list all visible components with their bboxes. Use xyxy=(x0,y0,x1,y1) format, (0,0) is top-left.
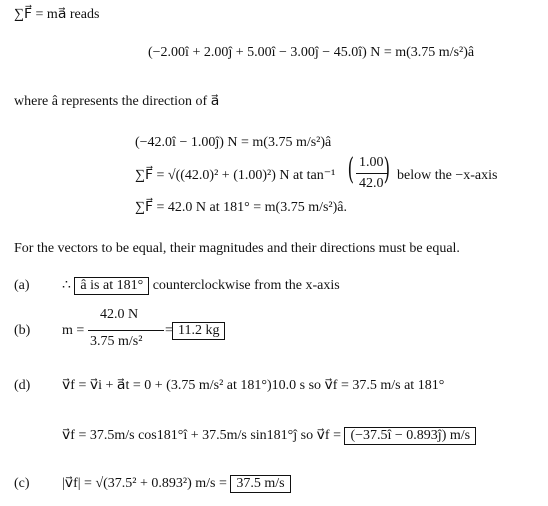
mass-numerator: 42.0 N xyxy=(100,307,139,322)
line-sum-f-reads: ∑F⃗ = ma⃗ reads xyxy=(14,7,100,22)
label-a: (a) xyxy=(14,278,30,293)
velocity-components-text: v⃗f = 37.5m/s cos181°î + 37.5m/s sin181°ĵ so v⃗f = xyxy=(62,428,341,443)
fraction-numerator: 1.00 xyxy=(359,155,384,170)
line-net-force-vector: (−42.0î − 1.00ĵ) N = m(3.75 m/s²)â xyxy=(135,135,332,150)
line-magnitude-angle: ∑F⃗ = √((42.0)² + (1.00)²) N at tan⁻¹ xyxy=(135,168,336,183)
mass-fraction-bar xyxy=(88,330,164,331)
left-paren: ( xyxy=(347,152,355,187)
answer-box-a: â is at 181° xyxy=(74,277,149,295)
line-final-velocity: v⃗f = v⃗i + a⃗t = 0 + (3.75 m/s² at 181°)10.0 s so v⃗f = 37.5 m/s at 181° xyxy=(62,378,445,393)
label-d: (d) xyxy=(14,378,31,393)
line-vectors-equal: For the vectors to be equal, their magnitudes and their directions must be equal. xyxy=(14,241,460,256)
answer-box-d: (−37.5î − 0.893ĵ) m/s xyxy=(344,427,476,445)
label-c: (c) xyxy=(14,476,30,491)
fraction-denominator: 42.0 xyxy=(359,176,384,191)
line-speed xyxy=(62,475,291,493)
line-below-x-axis: below the −x-axis xyxy=(397,168,498,183)
line-velocity-components xyxy=(62,427,476,445)
mass-equals: m = xyxy=(62,323,85,338)
line-force-components: (−2.00î + 2.00ĵ + 5.00î − 3.00ĵ − 45.0î) N = m(3.75 m/s²)â xyxy=(148,45,475,60)
mass-denominator: 3.75 m/s² xyxy=(90,334,143,349)
therefore-symbol: ∴ xyxy=(62,278,71,293)
line-where-direction: where â represents the direction of a⃗ xyxy=(14,94,220,109)
label-b: (b) xyxy=(14,323,31,338)
speed-text: |v⃗f| = √(37.5² + 0.893²) m/s = xyxy=(62,476,227,491)
mass-eq-sign: = xyxy=(165,323,173,338)
answer-box-b: 11.2 kg xyxy=(172,322,225,340)
line-force-at-181: ∑F⃗ = 42.0 N at 181° = m(3.75 m/s²)â. xyxy=(135,200,347,215)
answer-box-c: 37.5 m/s xyxy=(230,475,290,493)
part-a xyxy=(62,277,340,295)
part-a-tail: counterclockwise from the x-axis xyxy=(152,278,340,293)
answer-box-b-wrap xyxy=(172,322,225,340)
right-paren: ) xyxy=(383,152,391,187)
